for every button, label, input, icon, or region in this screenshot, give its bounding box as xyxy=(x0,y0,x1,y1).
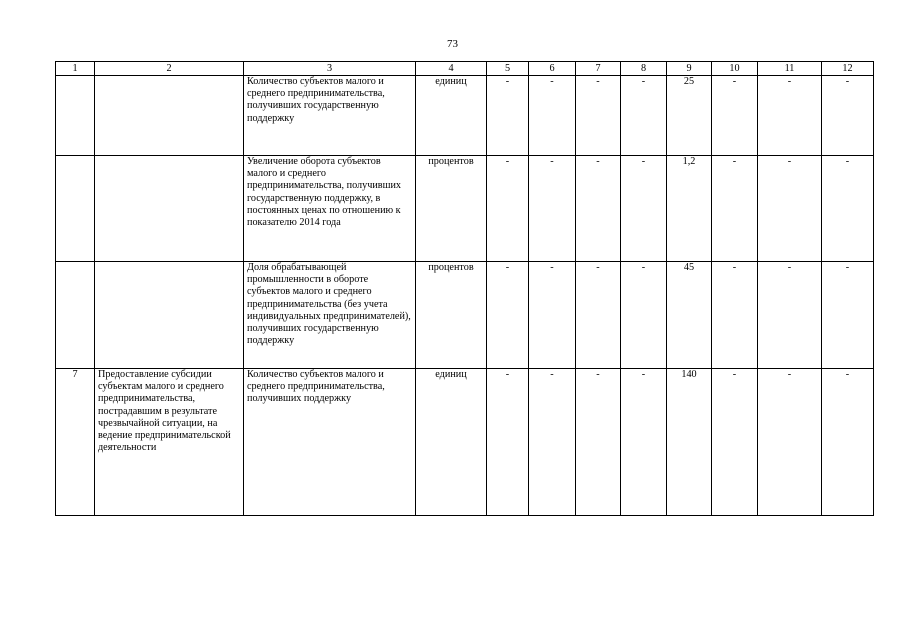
indicator-cell: Доля обрабатывающей промышленности в обороте субъектов малого и среднего предпринимательства (без учета индивидуальных предпринимателей), получивших государственную поддержку xyxy=(244,262,416,369)
value-cell: - xyxy=(576,369,621,516)
header-cell: 5 xyxy=(487,62,529,76)
value-cell: 25 xyxy=(667,76,712,156)
header-cell: 2 xyxy=(95,62,244,76)
value-cell: - xyxy=(576,156,621,262)
table-header-row xyxy=(56,62,874,76)
indicators-table xyxy=(55,61,874,516)
unit-cell: процентов xyxy=(416,156,487,262)
value-cell: - xyxy=(758,76,822,156)
value-cell: - xyxy=(758,156,822,262)
value-cell: 140 xyxy=(667,369,712,516)
value-cell: - xyxy=(487,262,529,369)
header-cell: 11 xyxy=(758,62,822,76)
value-cell: - xyxy=(529,262,576,369)
value-cell: 1,2 xyxy=(667,156,712,262)
page-number: 73 xyxy=(447,38,458,50)
value-cell: - xyxy=(621,369,667,516)
table-row xyxy=(56,262,874,369)
header-cell: 4 xyxy=(416,62,487,76)
value-cell: - xyxy=(822,262,874,369)
value-cell: 45 xyxy=(667,262,712,369)
header-cell: 6 xyxy=(529,62,576,76)
value-cell: - xyxy=(621,262,667,369)
value-cell: - xyxy=(621,156,667,262)
value-cell: - xyxy=(822,369,874,516)
value-cell: - xyxy=(822,156,874,262)
header-cell: 7 xyxy=(576,62,621,76)
table-row xyxy=(56,76,874,156)
row-number-cell xyxy=(56,156,95,262)
value-cell: - xyxy=(621,76,667,156)
unit-cell: единиц xyxy=(416,76,487,156)
header-cell: 3 xyxy=(244,62,416,76)
value-cell: - xyxy=(758,369,822,516)
value-cell: - xyxy=(529,76,576,156)
header-cell: 10 xyxy=(712,62,758,76)
value-cell: - xyxy=(712,369,758,516)
value-cell: - xyxy=(712,156,758,262)
value-cell: - xyxy=(758,262,822,369)
row-number-cell xyxy=(56,262,95,369)
value-cell: - xyxy=(529,369,576,516)
indicator-cell: Количество субъектов малого и среднего предпринимательства, получивших государственную поддержку xyxy=(244,76,416,156)
table-row xyxy=(56,156,874,262)
indicator-cell: Увеличение оборота субъектов малого и среднего предпринимательства, получивших государственную поддержку, в постоянных ценах по отношению к показателю 2014 года xyxy=(244,156,416,262)
value-cell: - xyxy=(712,76,758,156)
value-cell: - xyxy=(712,262,758,369)
event-cell xyxy=(95,76,244,156)
table-row xyxy=(56,369,874,516)
indicator-cell: Количество субъектов малого и среднего предпринимательства, получивших поддержку xyxy=(244,369,416,516)
event-cell: Предоставление субсидии субъектам малого и среднего предпринимательства, пострадавшим в результате чрезвычайной ситуации, на ведение предпринимательской деятельности xyxy=(95,369,244,516)
header-cell: 8 xyxy=(621,62,667,76)
unit-cell: единиц xyxy=(416,369,487,516)
header-cell: 12 xyxy=(822,62,874,76)
value-cell: - xyxy=(822,76,874,156)
value-cell: - xyxy=(576,262,621,369)
value-cell: - xyxy=(529,156,576,262)
event-cell xyxy=(95,156,244,262)
row-number-cell: 7 xyxy=(56,369,95,516)
header-cell: 9 xyxy=(667,62,712,76)
value-cell: - xyxy=(487,76,529,156)
unit-cell: процентов xyxy=(416,262,487,369)
event-cell xyxy=(95,262,244,369)
header-cell: 1 xyxy=(56,62,95,76)
value-cell: - xyxy=(487,369,529,516)
value-cell: - xyxy=(487,156,529,262)
row-number-cell xyxy=(56,76,95,156)
value-cell: - xyxy=(576,76,621,156)
